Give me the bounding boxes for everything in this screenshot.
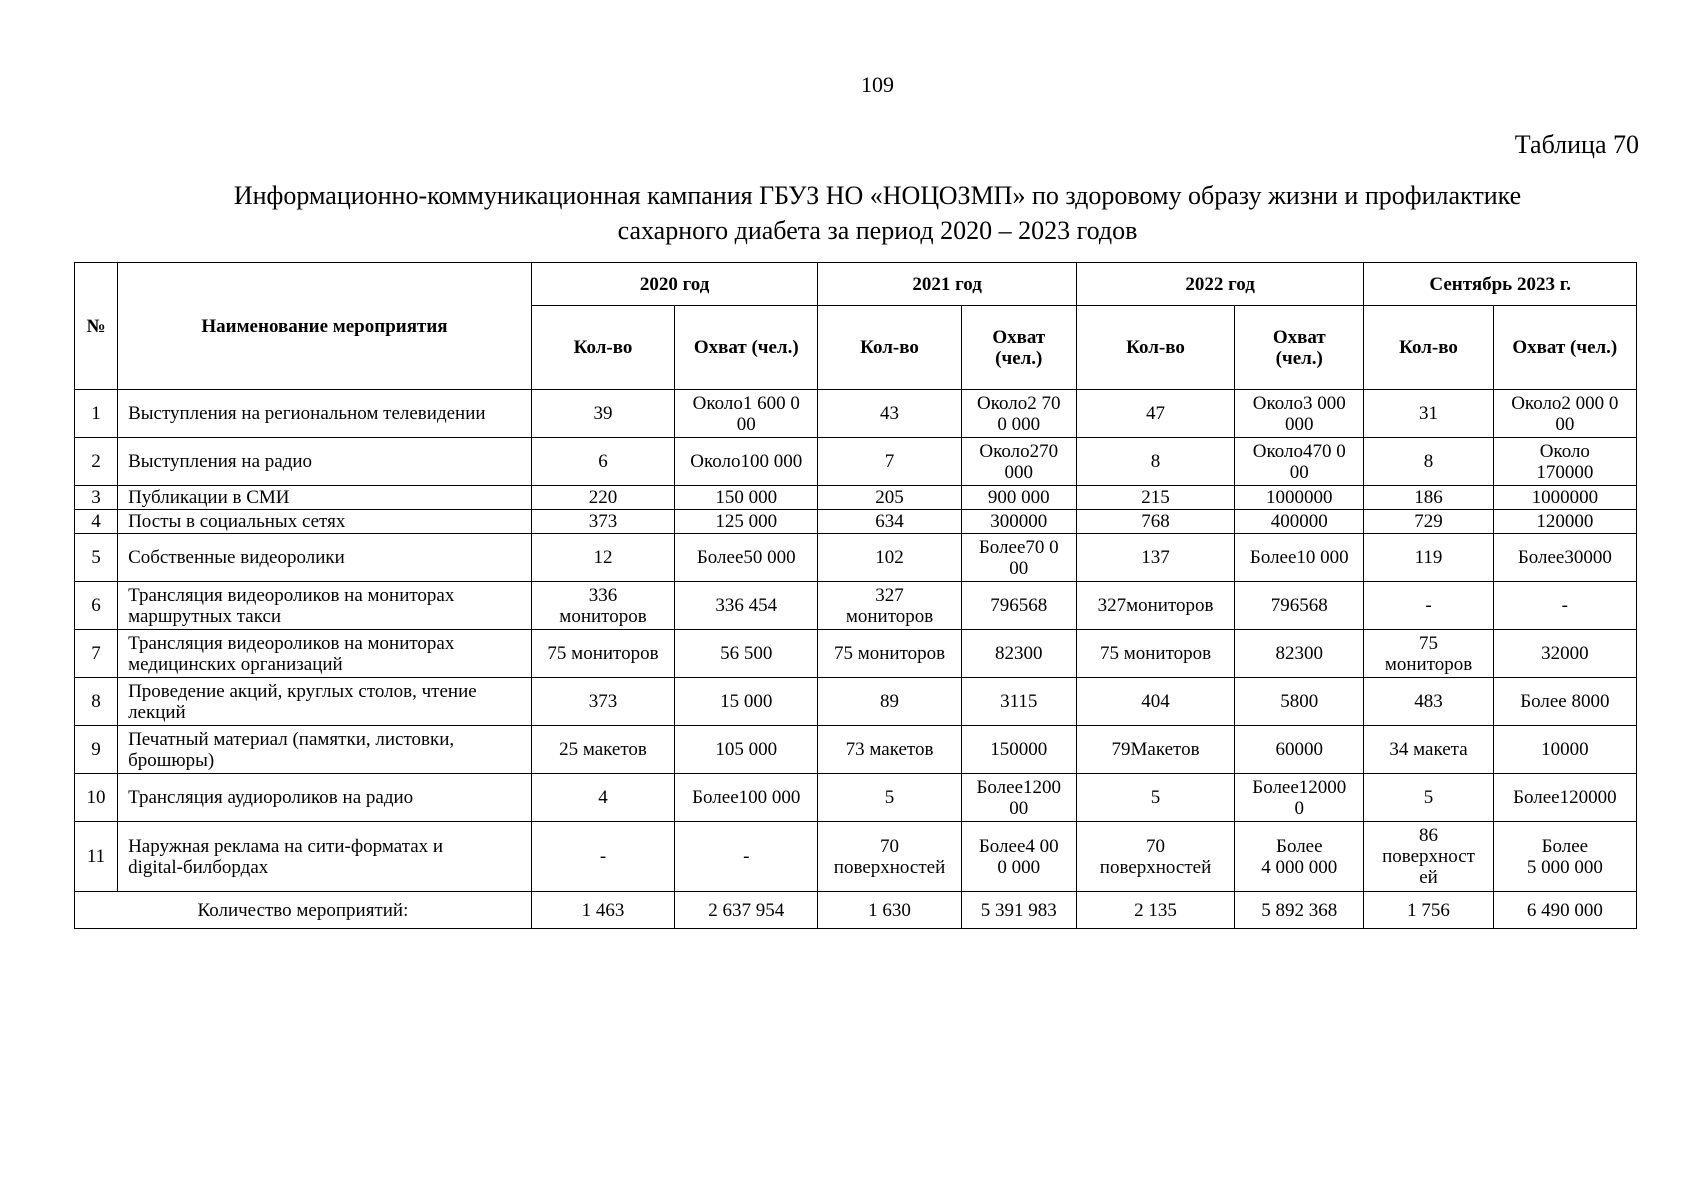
table-row [75,390,1637,438]
row-cell: 5800 [1235,678,1364,726]
row-cell: 47 [1076,390,1234,438]
row-cell: 137 [1076,534,1234,582]
row-cell: 89 [818,678,961,726]
row-cell: 79Макетов [1076,726,1234,774]
row-cell: 4 [531,774,674,822]
row-cell: 8 [1076,438,1234,486]
row-cell: 5 [1364,774,1493,822]
row-cell: 729 [1364,510,1493,534]
row-cell: 70 поверхностей [1076,822,1234,892]
title-line-1: Информационно-коммуникационная кампания ГБУЗ НО «НОЦОЗМП» по здоровому образу жизни и профилактике [233,181,1522,210]
row-cell: 150 000 [675,486,818,510]
row-activity-name: Трансляция видеороликов на мониторах маршрутных такси [118,582,532,630]
header-row-years [75,263,1637,306]
row-cell: 6 [531,438,674,486]
row-cell: 796568 [961,582,1076,630]
row-cell: 900 000 [961,486,1076,510]
row-cell: Около100 000 [675,438,818,486]
row-cell: 796568 [1235,582,1364,630]
total-cell: 1 630 [818,892,961,929]
row-cell: 56 500 [675,630,818,678]
row-cell: Более 4 000 000 [1235,822,1364,892]
row-cell: 82300 [961,630,1076,678]
row-cell: - [1493,582,1636,630]
row-cell: 75 мониторов [531,630,674,678]
row-number: 10 [75,774,118,822]
table-row [75,582,1637,630]
total-cell: 2 637 954 [675,892,818,929]
row-cell: Более 5 000 000 [1493,822,1636,892]
table-row [75,726,1637,774]
header-year-2023: Сентябрь 2023 г. [1364,263,1637,306]
row-cell: Около2 70 0 000 [961,390,1076,438]
row-number: 8 [75,678,118,726]
row-cell: 186 [1364,486,1493,510]
row-activity-name: Трансляция аудиороликов на радио [118,774,532,822]
row-cell: 5 [1076,774,1234,822]
row-cell: 86 поверхност ей [1364,822,1493,892]
row-cell: 768 [1076,510,1234,534]
row-cell: 31 [1364,390,1493,438]
row-cell: 5 [818,774,961,822]
row-cell: Более50 000 [675,534,818,582]
row-cell: 3115 [961,678,1076,726]
row-number: 5 [75,534,118,582]
row-cell: 75 мониторов [818,630,961,678]
row-number: 4 [75,510,118,534]
row-cell: 150000 [961,726,1076,774]
row-number: 6 [75,582,118,630]
row-cell: 119 [1364,534,1493,582]
table-row [75,630,1637,678]
row-activity-name: Наружная реклама на сити-форматах и digital-билбордах [118,822,532,892]
row-cell: 60000 [1235,726,1364,774]
header-year-2021: 2021 год [818,263,1076,306]
table-row [75,774,1637,822]
row-cell: 73 макетов [818,726,961,774]
row-cell: Более10 000 [1235,534,1364,582]
row-cell: Около470 0 00 [1235,438,1364,486]
row-cell: Более30000 [1493,534,1636,582]
row-cell: Более 8000 [1493,678,1636,726]
total-cell: 2 135 [1076,892,1234,929]
table-body [75,390,1637,929]
row-cell: 373 [531,510,674,534]
row-cell: - [1364,582,1493,630]
row-activity-name: Выступления на региональном телевидении [118,390,532,438]
table-row [75,822,1637,892]
row-cell: Более4 00 0 000 [961,822,1076,892]
row-cell: 12 [531,534,674,582]
row-cell: 7 [818,438,961,486]
header-sub-6: Кол-во [1364,306,1493,390]
row-cell: 125 000 [675,510,818,534]
header-year-2020: 2020 год [531,263,818,306]
row-activity-name: Выступления на радио [118,438,532,486]
row-cell: 10000 [1493,726,1636,774]
total-cell: 1 756 [1364,892,1493,929]
row-cell: 205 [818,486,961,510]
total-cell: 5 391 983 [961,892,1076,929]
row-number: 7 [75,630,118,678]
header-num: № [75,263,118,390]
row-cell: 82300 [1235,630,1364,678]
header-sub-4: Кол-во [1076,306,1234,390]
header-name: Наименование мероприятия [118,263,532,390]
row-activity-name: Публикации в СМИ [118,486,532,510]
title-line-2: сахарного диабета за период 2020 – 2023 годов [617,216,1138,245]
row-number: 1 [75,390,118,438]
row-cell: - [675,822,818,892]
row-cell: 70 поверхностей [818,822,961,892]
total-row [75,892,1637,929]
row-cell: 300000 [961,510,1076,534]
row-cell: 373 [531,678,674,726]
row-activity-name: Посты в социальных сетях [118,510,532,534]
row-cell: Около 170000 [1493,438,1636,486]
row-cell: 75 мониторов [1076,630,1234,678]
row-cell: 43 [818,390,961,438]
row-cell: 34 макета [1364,726,1493,774]
total-cell: 5 892 368 [1235,892,1364,929]
row-number: 3 [75,486,118,510]
header-sub-1: Охват (чел.) [675,306,818,390]
header-sub-3: Охват (чел.) [961,306,1076,390]
row-cell: 336 мониторов [531,582,674,630]
row-cell: Около270 000 [961,438,1076,486]
row-cell: 220 [531,486,674,510]
total-cell: 1 463 [531,892,674,929]
row-activity-name: Печатный материал (памятки, листовки, брошюры) [118,726,532,774]
row-cell: Более120000 [1493,774,1636,822]
row-cell: 39 [531,390,674,438]
table-row [75,678,1637,726]
row-cell: Около3 000 000 [1235,390,1364,438]
row-cell: 634 [818,510,961,534]
row-cell: 32000 [1493,630,1636,678]
page-number: 109 [861,72,894,97]
row-activity-name: Проведение акций, круглых столов, чтение лекций [118,678,532,726]
row-activity-name: Собственные видеоролики [118,534,532,582]
header-sub-5: Охват (чел.) [1235,306,1364,390]
row-cell: Около2 000 0 00 [1493,390,1636,438]
row-cell: 215 [1076,486,1234,510]
header-year-2022: 2022 год [1076,263,1364,306]
table-row [75,534,1637,582]
row-cell: 102 [818,534,961,582]
table-row [75,438,1637,486]
row-cell: - [531,822,674,892]
row-cell: 15 000 [675,678,818,726]
report-table [74,262,1637,929]
row-number: 2 [75,438,118,486]
total-cell: 6 490 000 [1493,892,1636,929]
row-cell: 400000 [1235,510,1364,534]
row-number: 9 [75,726,118,774]
document-title [120,178,1635,248]
row-cell: 8 [1364,438,1493,486]
row-activity-name: Трансляция видеороликов на мониторах медицинских организаций [118,630,532,678]
row-cell: Более100 000 [675,774,818,822]
table-row [75,486,1637,510]
row-cell: Около1 600 0 00 [675,390,818,438]
row-cell: 75 мониторов [1364,630,1493,678]
row-cell: 327мониторов [1076,582,1234,630]
header-sub-0: Кол-во [531,306,674,390]
row-cell: 483 [1364,678,1493,726]
header-sub-2: Кол-во [818,306,961,390]
row-cell: 25 макетов [531,726,674,774]
row-cell: 336 454 [675,582,818,630]
row-cell: 327 мониторов [818,582,961,630]
row-cell: Более70 0 00 [961,534,1076,582]
row-cell: 404 [1076,678,1234,726]
table-row [75,510,1637,534]
row-number: 11 [75,822,118,892]
row-cell: 1000000 [1235,486,1364,510]
row-cell: 1000000 [1493,486,1636,510]
row-cell: Более12000 0 [1235,774,1364,822]
row-cell: Более1200 00 [961,774,1076,822]
row-cell: 105 000 [675,726,818,774]
table-label: Таблица 70 [1514,130,1639,159]
header-sub-7: Охват (чел.) [1493,306,1636,390]
row-cell: 120000 [1493,510,1636,534]
total-label: Количество мероприятий: [75,892,532,929]
